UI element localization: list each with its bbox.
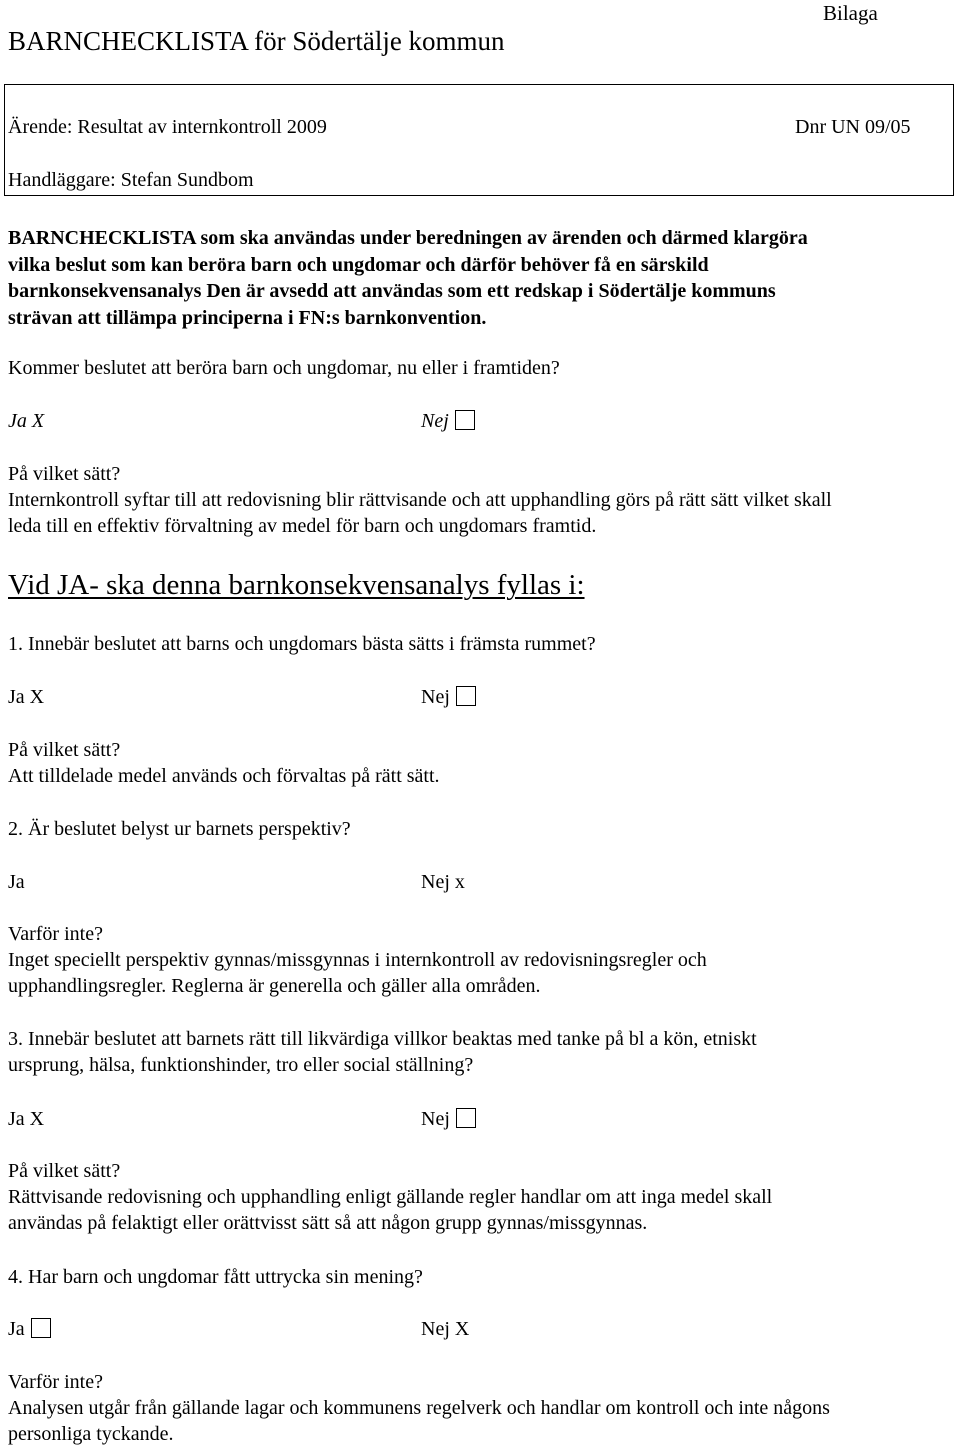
q3-nej-label: Nej xyxy=(421,1108,450,1130)
q2-answer-line: Inget speciellt perspektiv gynnas/missgynnas i internkontroll av redovisningsregler och xyxy=(8,949,707,971)
q1-nej-label: Nej xyxy=(421,686,450,708)
vid-ja-heading: Vid JA- ska denna barnkonsekvensanalys fyllas i: xyxy=(8,569,585,601)
q3-question-line: 3. Innebär beslutet att barnets rätt till likvärdiga villkor beaktas med tanke på bl a kön, etniskt xyxy=(8,1028,757,1050)
q3-answer-line: användas på felaktigt eller orättvisst sätt så att någon grupp gynnas/missgynnas. xyxy=(8,1212,648,1234)
document-title: BARNCHECKLISTA för Södertälje kommun xyxy=(8,26,505,56)
q1-ja-option[interactable]: Ja X xyxy=(8,686,45,708)
q4-answer xyxy=(8,1395,958,1447)
q3-answer xyxy=(8,1184,958,1236)
intro-line: barnkonsekvensanalys Den är avsedd att användas som ett redskap i Södertälje kommuns xyxy=(8,280,776,302)
q2-ja-option[interactable]: Ja xyxy=(8,871,25,893)
q3-nej-option[interactable] xyxy=(421,1106,476,1132)
q1-followup: På vilket sätt? xyxy=(8,739,121,761)
q4-nej-option[interactable]: Nej X xyxy=(421,1318,470,1340)
q0-answer-line: Internkontroll syftar till att redovisning blir rättvisande och att upphandling görs på rätt sätt vilket skall xyxy=(8,489,832,511)
dnr-text: Dnr UN 09/05 xyxy=(795,116,911,138)
arende-text: Ärende: Resultat av internkontroll 2009 xyxy=(8,116,327,138)
q0-ja-option[interactable]: Ja X xyxy=(8,410,45,432)
q3-answer-line: Rättvisande redovisning och upphandling enligt gällande regler handlar om att inga medel skall xyxy=(8,1186,773,1208)
intro-line: strävan att tillämpa principerna i FN:s barnkonvention. xyxy=(8,306,487,329)
checkbox-icon[interactable] xyxy=(456,1108,476,1128)
q4-ja-option[interactable] xyxy=(8,1316,51,1342)
q1-question: 1. Innebär beslutet att barns och ungdomars bästa sätts i främsta rummet? xyxy=(8,633,596,655)
q3-ja-option[interactable]: Ja X xyxy=(8,1108,45,1130)
q3-followup: På vilket sätt? xyxy=(8,1160,121,1182)
q2-question: 2. Är beslutet belyst ur barnets perspektiv? xyxy=(8,818,351,840)
intro-paragraph xyxy=(8,225,953,331)
q4-answer-line: Analysen utgår från gällande lagar och kommunens regelverk och handlar om kontroll och inte någons xyxy=(8,1397,830,1419)
q0-followup: På vilket sätt? xyxy=(8,463,121,485)
checkbox-icon[interactable] xyxy=(455,410,475,430)
q2-followup: Varför inte? xyxy=(8,923,103,945)
q3-question-line: ursprung, hälsa, funktionshinder, tro eller social ställning? xyxy=(8,1054,474,1076)
q0-answer-line: leda till en effektiv förvaltning av medel för barn och ungdomars framtid. xyxy=(8,515,597,537)
checkbox-icon[interactable] xyxy=(456,686,476,706)
q2-answer-line: upphandlingsregler. Reglerna är generella och gäller alla områden. xyxy=(8,975,541,997)
q4-ja-label: Ja xyxy=(8,1318,25,1340)
q3-question xyxy=(8,1026,958,1078)
q2-answer xyxy=(8,947,958,999)
bilaga-label: Bilaga xyxy=(823,1,878,25)
q4-answer-line: personliga tyckande. xyxy=(8,1423,174,1445)
q2-nej-option[interactable]: Nej x xyxy=(421,871,465,893)
q0-nej-option[interactable] xyxy=(421,408,475,434)
q4-question: 4. Har barn och ungdomar fått uttrycka sin mening? xyxy=(8,1266,423,1288)
handlaggare-text: Handläggare: Stefan Sundbom xyxy=(8,169,254,191)
q4-followup: Varför inte? xyxy=(8,1371,103,1393)
q1-answer: Att tilldelade medel används och förvaltas på rätt sätt. xyxy=(8,765,440,787)
intro-line: BARNCHECKLISTA som ska användas under beredningen av ärenden och därmed klargöra xyxy=(8,227,808,249)
q0-nej-label: Nej xyxy=(421,410,449,432)
intro-line: vilka beslut som kan beröra barn och ungdomar och därför behöver få en särskild xyxy=(8,253,709,276)
q1-nej-option[interactable] xyxy=(421,684,476,710)
q0-question: Kommer beslutet att beröra barn och ungdomar, nu eller i framtiden? xyxy=(8,357,560,379)
q0-answer xyxy=(8,487,958,539)
checkbox-icon[interactable] xyxy=(31,1318,51,1338)
